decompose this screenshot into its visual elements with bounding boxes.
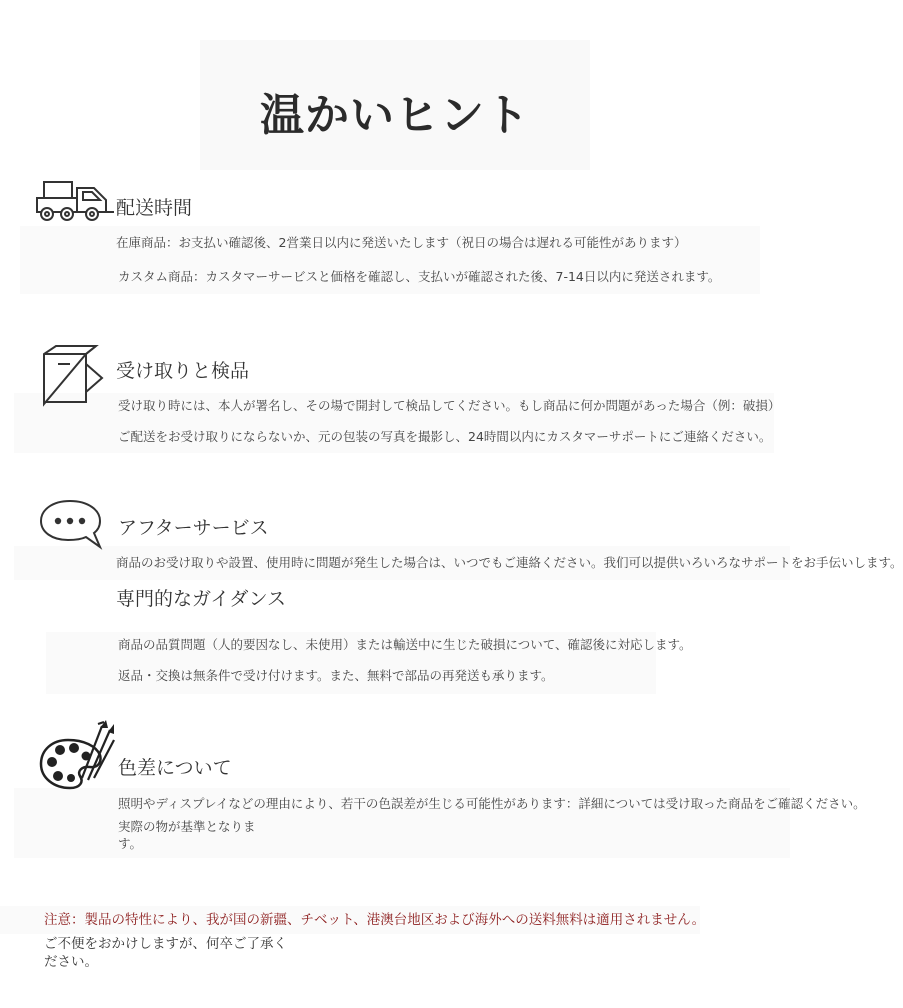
truck-icon (34, 178, 118, 228)
section-heading-color-difference: 色差について (118, 757, 232, 779)
section-heading-after-service: アフターサービス (118, 517, 269, 539)
guidance-line-1: 商品の品質問題（人的要因なし、未使用）または輸送中に生じた破損について、確認後に対応します。 (118, 637, 692, 652)
color-difference-line-2: 実際の物が基準となります。 (118, 819, 256, 851)
delivery-line-2: カスタム商品：カスタマーサービスと価格を確認し、支払いが確認された後、7-14日以内に発送されます。 (118, 269, 721, 284)
box-icon (40, 342, 110, 412)
after-service-line-1: 商品のお受け取りや設置、使用時に問題が発生した場合は、いつでもご連絡ください。我们可以提供いろいろなサポートをお手伝いします。 (116, 555, 903, 570)
apology-text: ご不便をおかけしますが、何卒ご了承ください。 (44, 936, 287, 970)
receiving-line-2: ご配送をお受け取りにならないか、元の包装の写真を撮影し、24時間以内にカスタマーサポートにご連絡ください。 (118, 429, 772, 444)
chat-bubble-icon (38, 497, 104, 555)
section-heading-delivery: 配送時間 (116, 197, 193, 219)
section-heading-receiving: 受け取りと検品 (116, 360, 250, 382)
receiving-line-1: 受け取り時には、本人が署名し、その場で開封して検品してください。もし商品に何か問題があった場合（例：破損） (118, 398, 781, 413)
color-difference-line-1: 照明やディスプレイなどの理由により、若干の色誤差が生じる可能性があります：詳細については受け取った商品をご確認ください。 (118, 796, 866, 811)
section-heading-guidance: 専門的なガイダンス (116, 588, 287, 610)
page-title: 温かいヒント (260, 90, 530, 141)
palette-icon (38, 720, 118, 796)
delivery-line-1: 在庫商品：お支払い確認後、2営業日以内に発送いたします（祝日の場合は遅れる可能性があります） (116, 235, 687, 250)
guidance-line-2: 返品・交換は無条件で受け付けます。また、無料で部品の再発送も承ります。 (118, 668, 554, 683)
shipping-notice: 注意：製品の特性により、我が国の新疆、チベット、港澳台地区および海外への送料無料は適用されません。 (44, 912, 706, 928)
